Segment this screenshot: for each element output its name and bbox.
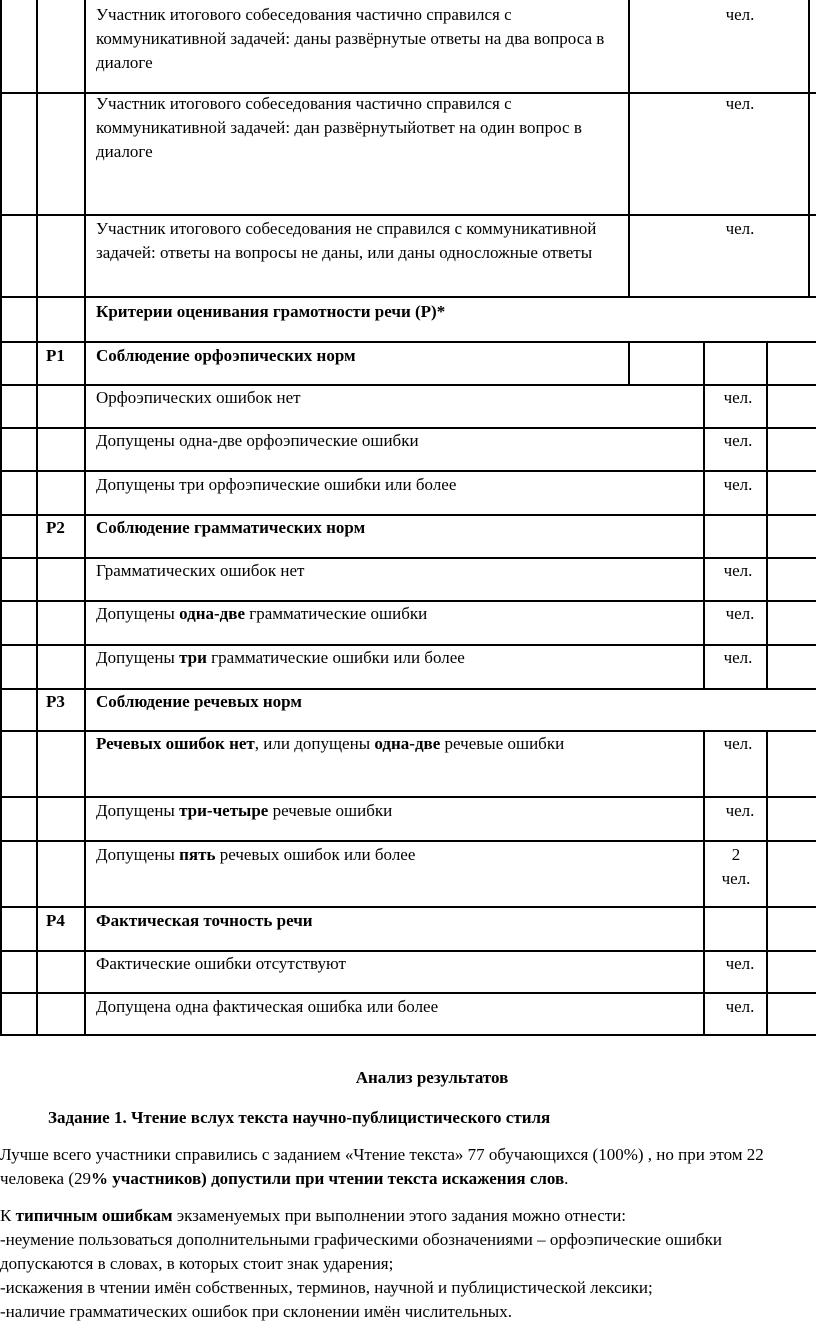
unit-label: чел. [725, 954, 755, 973]
analysis-paragraph: К типичным ошибкам экзаменуемых при выполнении этого задания можно отнести: -неумение пользоваться дополнительными графическими обозначениями – орфоэпические ошибки допускаются в словах, в которых стоит знак ударения; -искажения в чтении имён собственных, терминов, научной и публицистической лексики; -наличие грамматических ошибок при склонении имён числительных. [0, 1204, 816, 1324]
table-border-bottom [0, 1034, 816, 1036]
table-border-left [0, 0, 2, 1035]
criterion-title: Соблюдение орфоэпических норм [96, 346, 356, 365]
list-item: -искажения в чтении имён собственных, терминов, научной и публицистической лексики; [0, 1278, 653, 1297]
unit-label: чел. [725, 997, 755, 1016]
row-divider [0, 840, 816, 842]
unit-label: чел. [725, 94, 755, 113]
criterion-text: Участник итогового собеседования частично справился с коммуникативной задачей: даны развёрнутые ответы на два вопроса в диалоге [96, 5, 605, 72]
criterion-text: Грамматических ошибок нет [96, 561, 305, 580]
criterion-text: Допущены пять речевых ошибок или более [96, 845, 416, 864]
criterion-text: Участник итогового собеседования частично справился с коммуникативной задачей: дан развёрнутыйответ на один вопрос в диалоге [96, 94, 582, 161]
criterion-code: Р2 [46, 518, 65, 537]
unit-label: 2 чел. [721, 845, 751, 888]
criterion-text: Орфоэпических ошибок нет [96, 388, 301, 407]
column-divider [84, 0, 86, 1035]
row-divider [0, 341, 816, 343]
unit-label: чел. [723, 648, 753, 667]
criterion-text: Допущены три орфоэпические ошибки или более [96, 475, 457, 494]
row-divider [0, 796, 816, 798]
column-divider [703, 341, 705, 384]
criterion-text: Допущены одна-две орфоэпические ошибки [96, 431, 419, 450]
criterion-text: Допущена одна фактическая ошибка или более [96, 997, 439, 1016]
criterion-code: Р1 [46, 346, 65, 365]
criterion-text: Допущены три грамматические ошибки или более [96, 648, 465, 667]
list-item: -наличие грамматических ошибок при склонении имён числительных. [0, 1302, 512, 1321]
unit-label: чел. [725, 604, 755, 623]
criterion-title: Соблюдение грамматических норм [96, 518, 366, 537]
section-header: Критерии оценивания грамотности речи (Р)* [96, 302, 446, 321]
criterion-title: Соблюдение речевых норм [96, 692, 302, 711]
unit-label: чел. [723, 734, 753, 753]
list-item: -неумение пользоваться дополнительными графическими обозначениями – орфоэпические ошибки допускаются в словах, в которых стоит знак ударения; [0, 1230, 722, 1273]
unit-label: чел. [725, 5, 755, 24]
column-divider [808, 0, 810, 296]
criterion-code: Р4 [46, 911, 65, 930]
criterion-title: Фактическая точность речи [96, 911, 313, 930]
unit-label: чел. [723, 475, 753, 494]
row-divider [0, 992, 816, 994]
column-divider [36, 0, 38, 1035]
column-divider [628, 0, 630, 296]
unit-label: чел. [723, 431, 753, 450]
analysis-heading: Анализ результатов [355, 1068, 509, 1087]
column-divider [628, 341, 630, 384]
criterion-text: Допущены три-четыре речевые ошибки [96, 801, 393, 820]
unit-label: чел. [725, 801, 755, 820]
criterion-code: Р3 [46, 692, 65, 711]
column-divider [766, 341, 768, 384]
row-divider [0, 906, 816, 908]
row-divider [0, 214, 816, 216]
analysis-paragraph: Лучше всего участники справились с заданием «Чтение текста» 77 обучающихся (100%) , но при этом 22 человека (29% участников) допустили при чтении текста искажения слов. [0, 1145, 764, 1188]
unit-label: чел. [723, 388, 753, 407]
criterion-text: Участник итогового собеседования не справился с коммуникативной задачей: ответы на вопросы не даны, или даны односложные ответы [96, 219, 597, 262]
criterion-text: Допущены одна-две грамматические ошибки [96, 604, 428, 623]
unit-label: чел. [723, 561, 753, 580]
row-divider [0, 470, 816, 472]
unit-label: чел. [725, 219, 755, 238]
task-title: Задание 1. Чтение вслух текста научно-публицистического стиля [48, 1108, 551, 1127]
criterion-text: Речевых ошибок нет, или допущены одна-две речевые ошибки [96, 734, 565, 753]
criterion-text: Фактические ошибки отсутствуют [96, 954, 346, 973]
row-divider [0, 296, 816, 298]
